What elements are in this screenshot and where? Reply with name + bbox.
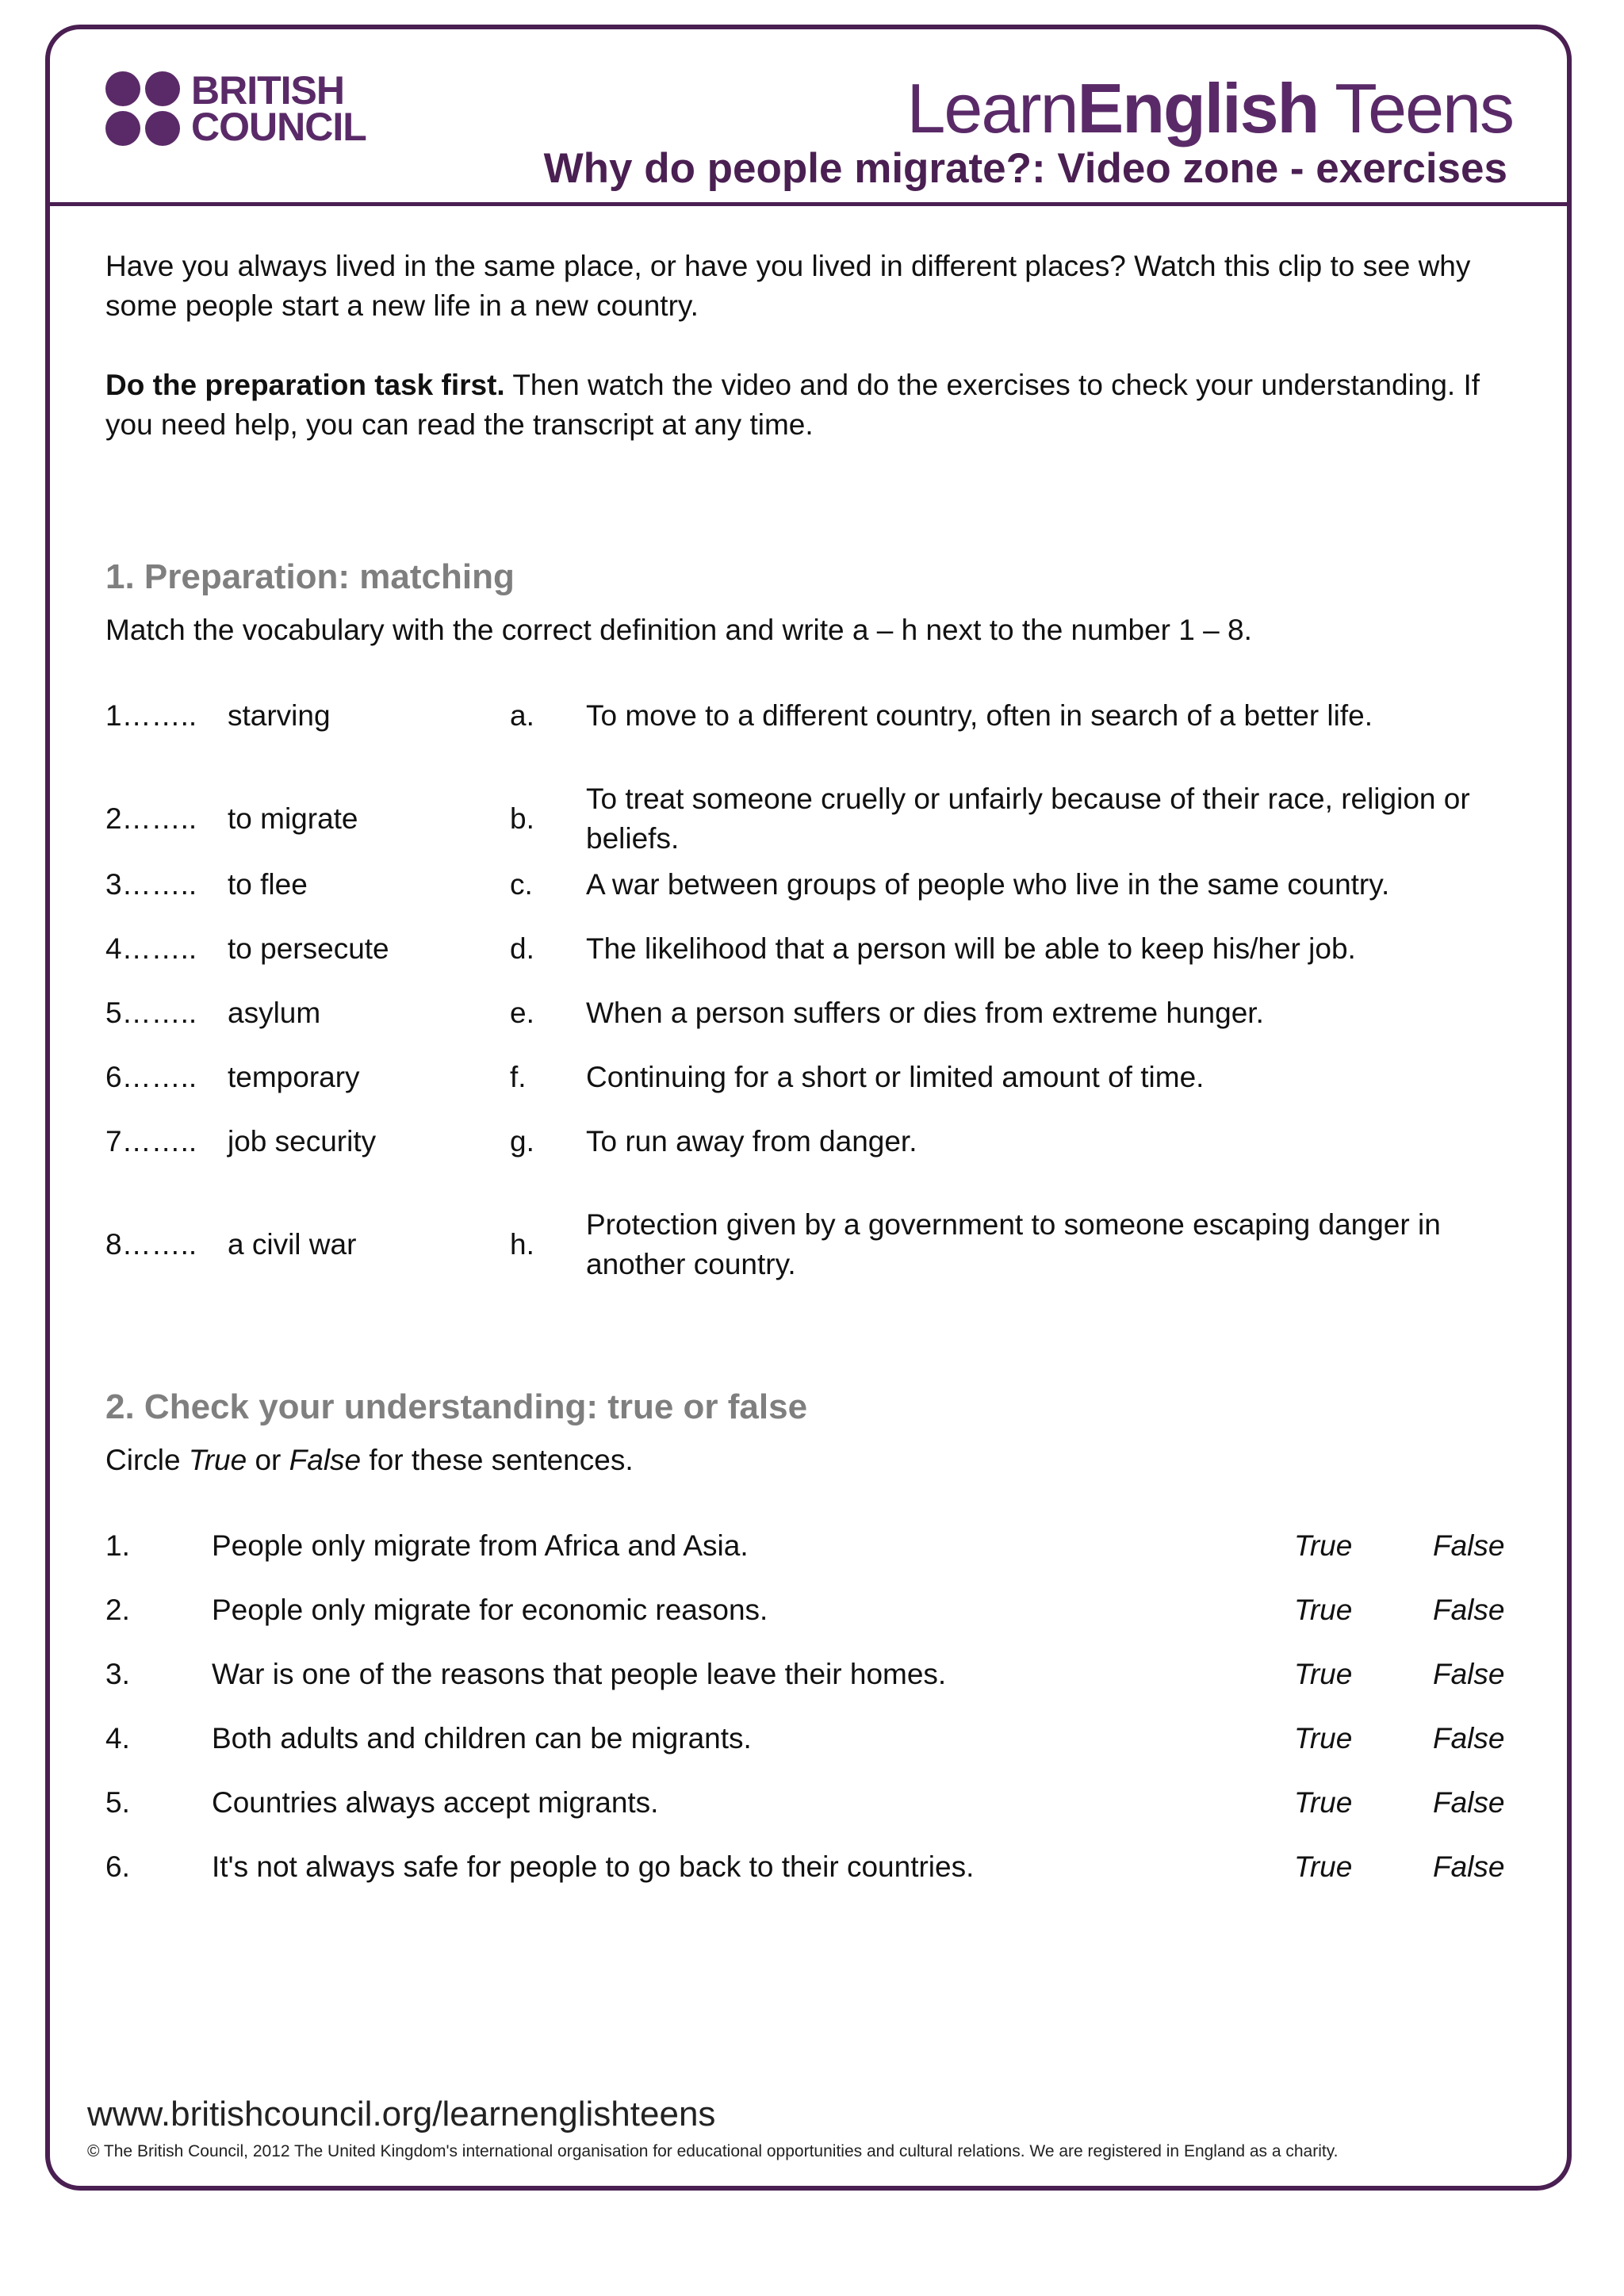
match-number: 3…….. <box>105 868 197 901</box>
intro-line-4: you need help, you can read the transcript at any time. <box>105 408 814 441</box>
match-letter: a. <box>510 699 534 732</box>
header-divider <box>48 202 1569 206</box>
match-number: 7…….. <box>105 1125 197 1158</box>
intro-line-2: some people start a new life in a new country. <box>105 289 699 322</box>
match-letter: d. <box>510 932 534 965</box>
section1-instruction: Match the vocabulary with the correct definition and write a – h next to the number 1 – 8. <box>105 614 1252 646</box>
match-definition: To treat someone cruelly or unfairly because of their race, religion or <box>586 783 1470 815</box>
true-option[interactable]: True <box>1294 1594 1353 1626</box>
footer-copyright: © The British Council, 2012 The United Kingdom's international organisation for educational opportunities and cultural relations. We are registered in England as a charity. <box>87 2142 1339 2160</box>
false-option[interactable]: False <box>1433 1722 1505 1755</box>
intro-line-3: Do the preparation task first. Then watch the video and do the exercises to check your understanding. If <box>105 369 1480 401</box>
logo-wordmark: BRITISH COUNCIL <box>191 68 366 149</box>
match-word: starving <box>228 699 331 732</box>
match-number: 5…….. <box>105 997 197 1029</box>
false-option[interactable]: False <box>1433 1786 1505 1819</box>
match-word: temporary <box>228 1061 360 1093</box>
match-letter: b. <box>510 802 534 835</box>
match-letter: e. <box>510 997 534 1029</box>
page-title: Why do people migrate?: Video zone - exercises <box>543 145 1507 192</box>
tf-number: 5. <box>105 1786 130 1819</box>
false-option[interactable]: False <box>1433 1594 1505 1626</box>
match-letter: g. <box>510 1125 534 1158</box>
match-number: 6…….. <box>105 1061 197 1093</box>
tf-number: 1. <box>105 1529 130 1562</box>
match-word: to persecute <box>228 932 389 965</box>
tf-number: 4. <box>105 1722 130 1755</box>
learnenglish-teens-logo: LearnEnglish Teens <box>906 69 1513 147</box>
false-option[interactable]: False <box>1433 1850 1505 1883</box>
tf-statement: People only migrate from Africa and Asia. <box>212 1529 749 1562</box>
match-word: a civil war <box>228 1228 357 1261</box>
match-number: 2…….. <box>105 802 197 835</box>
tf-statement: People only migrate for economic reasons. <box>212 1594 768 1626</box>
false-option[interactable]: False <box>1433 1658 1505 1690</box>
match-word: to flee <box>228 868 308 901</box>
intro-line-1: Have you always lived in the same place, or have you lived in different places? Watch this clip to see why <box>105 250 1471 282</box>
match-word: job security <box>228 1125 377 1158</box>
true-option[interactable]: True <box>1294 1786 1353 1819</box>
match-definition: When a person suffers or dies from extreme hunger. <box>586 997 1264 1029</box>
match-word: asylum <box>228 997 321 1029</box>
tf-number: 3. <box>105 1658 130 1690</box>
tf-statement: Both adults and children can be migrants. <box>212 1722 752 1755</box>
match-definition: The likelihood that a person will be able to keep his/her job. <box>586 932 1356 965</box>
match-definition-cont: beliefs. <box>586 822 680 855</box>
logo-dots-icon <box>105 71 180 146</box>
match-letter: c. <box>510 868 533 901</box>
match-letter: h. <box>510 1228 534 1261</box>
match-word: to migrate <box>228 802 358 835</box>
match-definition: To move to a different country, often in search of a better life. <box>586 699 1373 732</box>
match-letter: f. <box>510 1061 527 1093</box>
tf-number: 2. <box>105 1594 130 1626</box>
true-option[interactable]: True <box>1294 1658 1353 1690</box>
match-definition-cont: another country. <box>586 1248 796 1280</box>
true-option[interactable]: True <box>1294 1529 1353 1562</box>
match-definition: Continuing for a short or limited amount of time. <box>586 1061 1205 1093</box>
match-number: 8…….. <box>105 1228 197 1261</box>
false-option[interactable]: False <box>1433 1529 1505 1562</box>
tf-number: 6. <box>105 1850 130 1883</box>
match-definition: Protection given by a government to someone escaping danger in <box>586 1208 1441 1241</box>
true-option[interactable]: True <box>1294 1722 1353 1755</box>
section1-heading: 1. Preparation: matching <box>105 557 515 596</box>
tf-statement: Countries always accept migrants. <box>212 1786 659 1819</box>
true-option[interactable]: True <box>1294 1850 1353 1883</box>
tf-statement: It's not always safe for people to go back to their countries. <box>212 1850 975 1883</box>
match-number: 4…….. <box>105 932 197 965</box>
match-definition: To run away from danger. <box>586 1125 917 1158</box>
match-definition: A war between groups of people who live in the same country. <box>586 868 1390 901</box>
section2-heading: 2. Check your understanding: true or false <box>105 1387 808 1426</box>
match-number: 1…….. <box>105 699 197 732</box>
british-council-logo <box>105 68 366 149</box>
footer-url[interactable]: www.britishcouncil.org/learnenglishteens <box>87 2095 716 2133</box>
tf-statement: War is one of the reasons that people leave their homes. <box>212 1658 947 1690</box>
section2-instruction: Circle True or False for these sentences. <box>105 1444 634 1476</box>
